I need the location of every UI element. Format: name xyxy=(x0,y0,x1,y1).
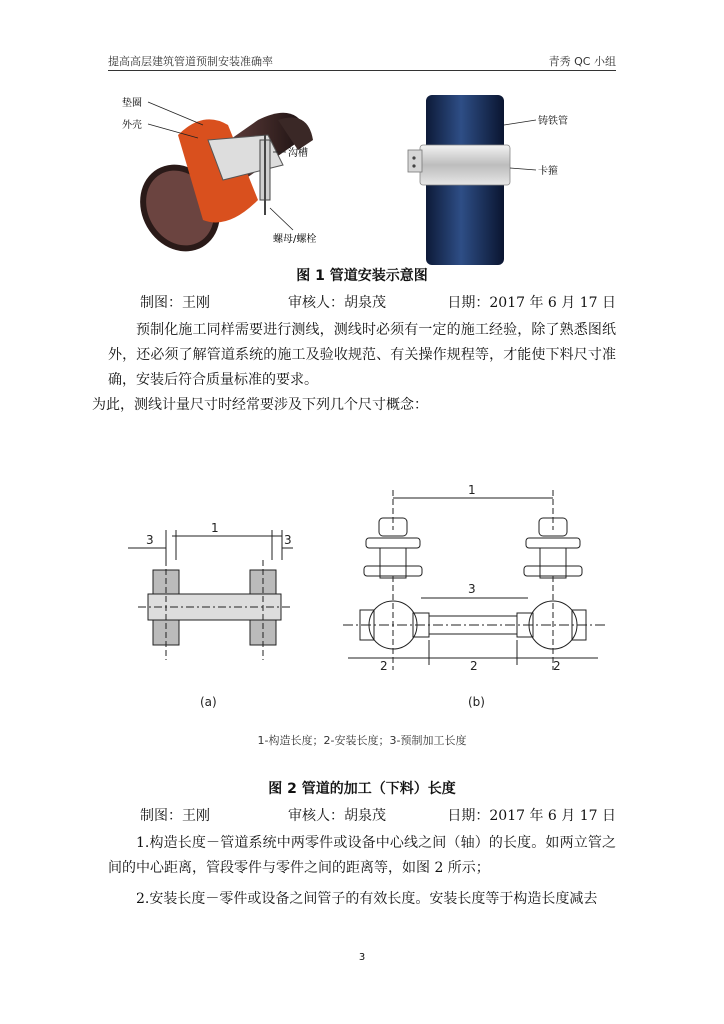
drawing-a xyxy=(128,521,293,709)
a-tag: (a) xyxy=(200,695,217,709)
b-dim-2-left: 2 xyxy=(380,659,388,673)
figure-2-drawing xyxy=(108,470,616,770)
label-gasket: 垫圈 xyxy=(122,98,142,109)
cast-iron-pipe-drawing xyxy=(408,95,568,265)
drawn-by: 制图：王刚 xyxy=(140,295,210,311)
grooved-coupling-drawing xyxy=(122,96,316,266)
label-groove: 沟槽 xyxy=(288,148,308,159)
intro-text xyxy=(92,318,616,418)
page-header xyxy=(108,50,616,71)
intro-lead-in: 为此，测线计量尺寸时经常要涉及下列几个尺寸概念： xyxy=(92,397,428,413)
definition-construction-length: 1.构造长度－管道系统中两零件或设备中心线之间（轴）的长度。如两立管之间的中心距离，管段零件与零件之间的距离等，如图 2 所示； xyxy=(108,835,616,876)
a-dim-3-left: 3 xyxy=(146,533,154,547)
figure-2-credit xyxy=(140,805,616,825)
label-nut-bolt: 螺母/螺栓 xyxy=(273,234,317,245)
figure-2-legend: 1-构造长度；2-安装长度；3-预制加工长度 xyxy=(257,734,467,747)
label-cast-iron-pipe: 铸铁管 xyxy=(538,116,568,127)
definition-installation-length: 2.安装长度－零件或设备之间管子的有效长度。安装长度等于构造长度减去 xyxy=(136,891,598,907)
figure-2-caption: 图 2 管道的加工（下料）长度 xyxy=(268,781,456,797)
b-tag: (b) xyxy=(468,695,485,709)
label-shell: 外壳 xyxy=(122,120,142,131)
page-number: 3 xyxy=(358,952,366,963)
drawn-by: 制图：王刚 xyxy=(140,808,210,824)
header-group: 青秀 QC 小组 xyxy=(548,55,616,68)
reviewer: 审核人：胡泉茂 xyxy=(288,295,386,311)
figure-1-credit xyxy=(140,292,616,312)
label-clamp: 卡箍 xyxy=(538,166,558,177)
figure-1-caption: 图 1 管道安装示意图 xyxy=(296,268,428,284)
header-title: 提高高层建筑管道预制安装准确率 xyxy=(108,55,273,68)
drawing-b xyxy=(343,483,608,709)
b-dim-3: 3 xyxy=(468,582,476,596)
b-dim-1: 1 xyxy=(468,483,476,497)
b-dim-2-mid: 2 xyxy=(470,659,478,673)
b-dim-2-right: 2 xyxy=(553,659,561,673)
a-dim-1: 1 xyxy=(211,521,219,535)
date: 日期：2017 年 6 月 17 日 xyxy=(447,808,616,824)
figure-1-illustration xyxy=(108,80,616,270)
date: 日期：2017 年 6 月 17 日 xyxy=(447,295,616,311)
reviewer: 审核人：胡泉茂 xyxy=(288,808,386,824)
body-text xyxy=(108,831,616,912)
intro-paragraph: 预制化施工同样需要进行测线，测线时必须有一定的施工经验，除了熟悉图纸外，还必须了解管道系统的施工及验收规范、有关操作规程等，才能使下料尺寸准确，安装后符合质量标准的要求。 xyxy=(108,322,616,388)
a-dim-3-right: 3 xyxy=(284,533,292,547)
